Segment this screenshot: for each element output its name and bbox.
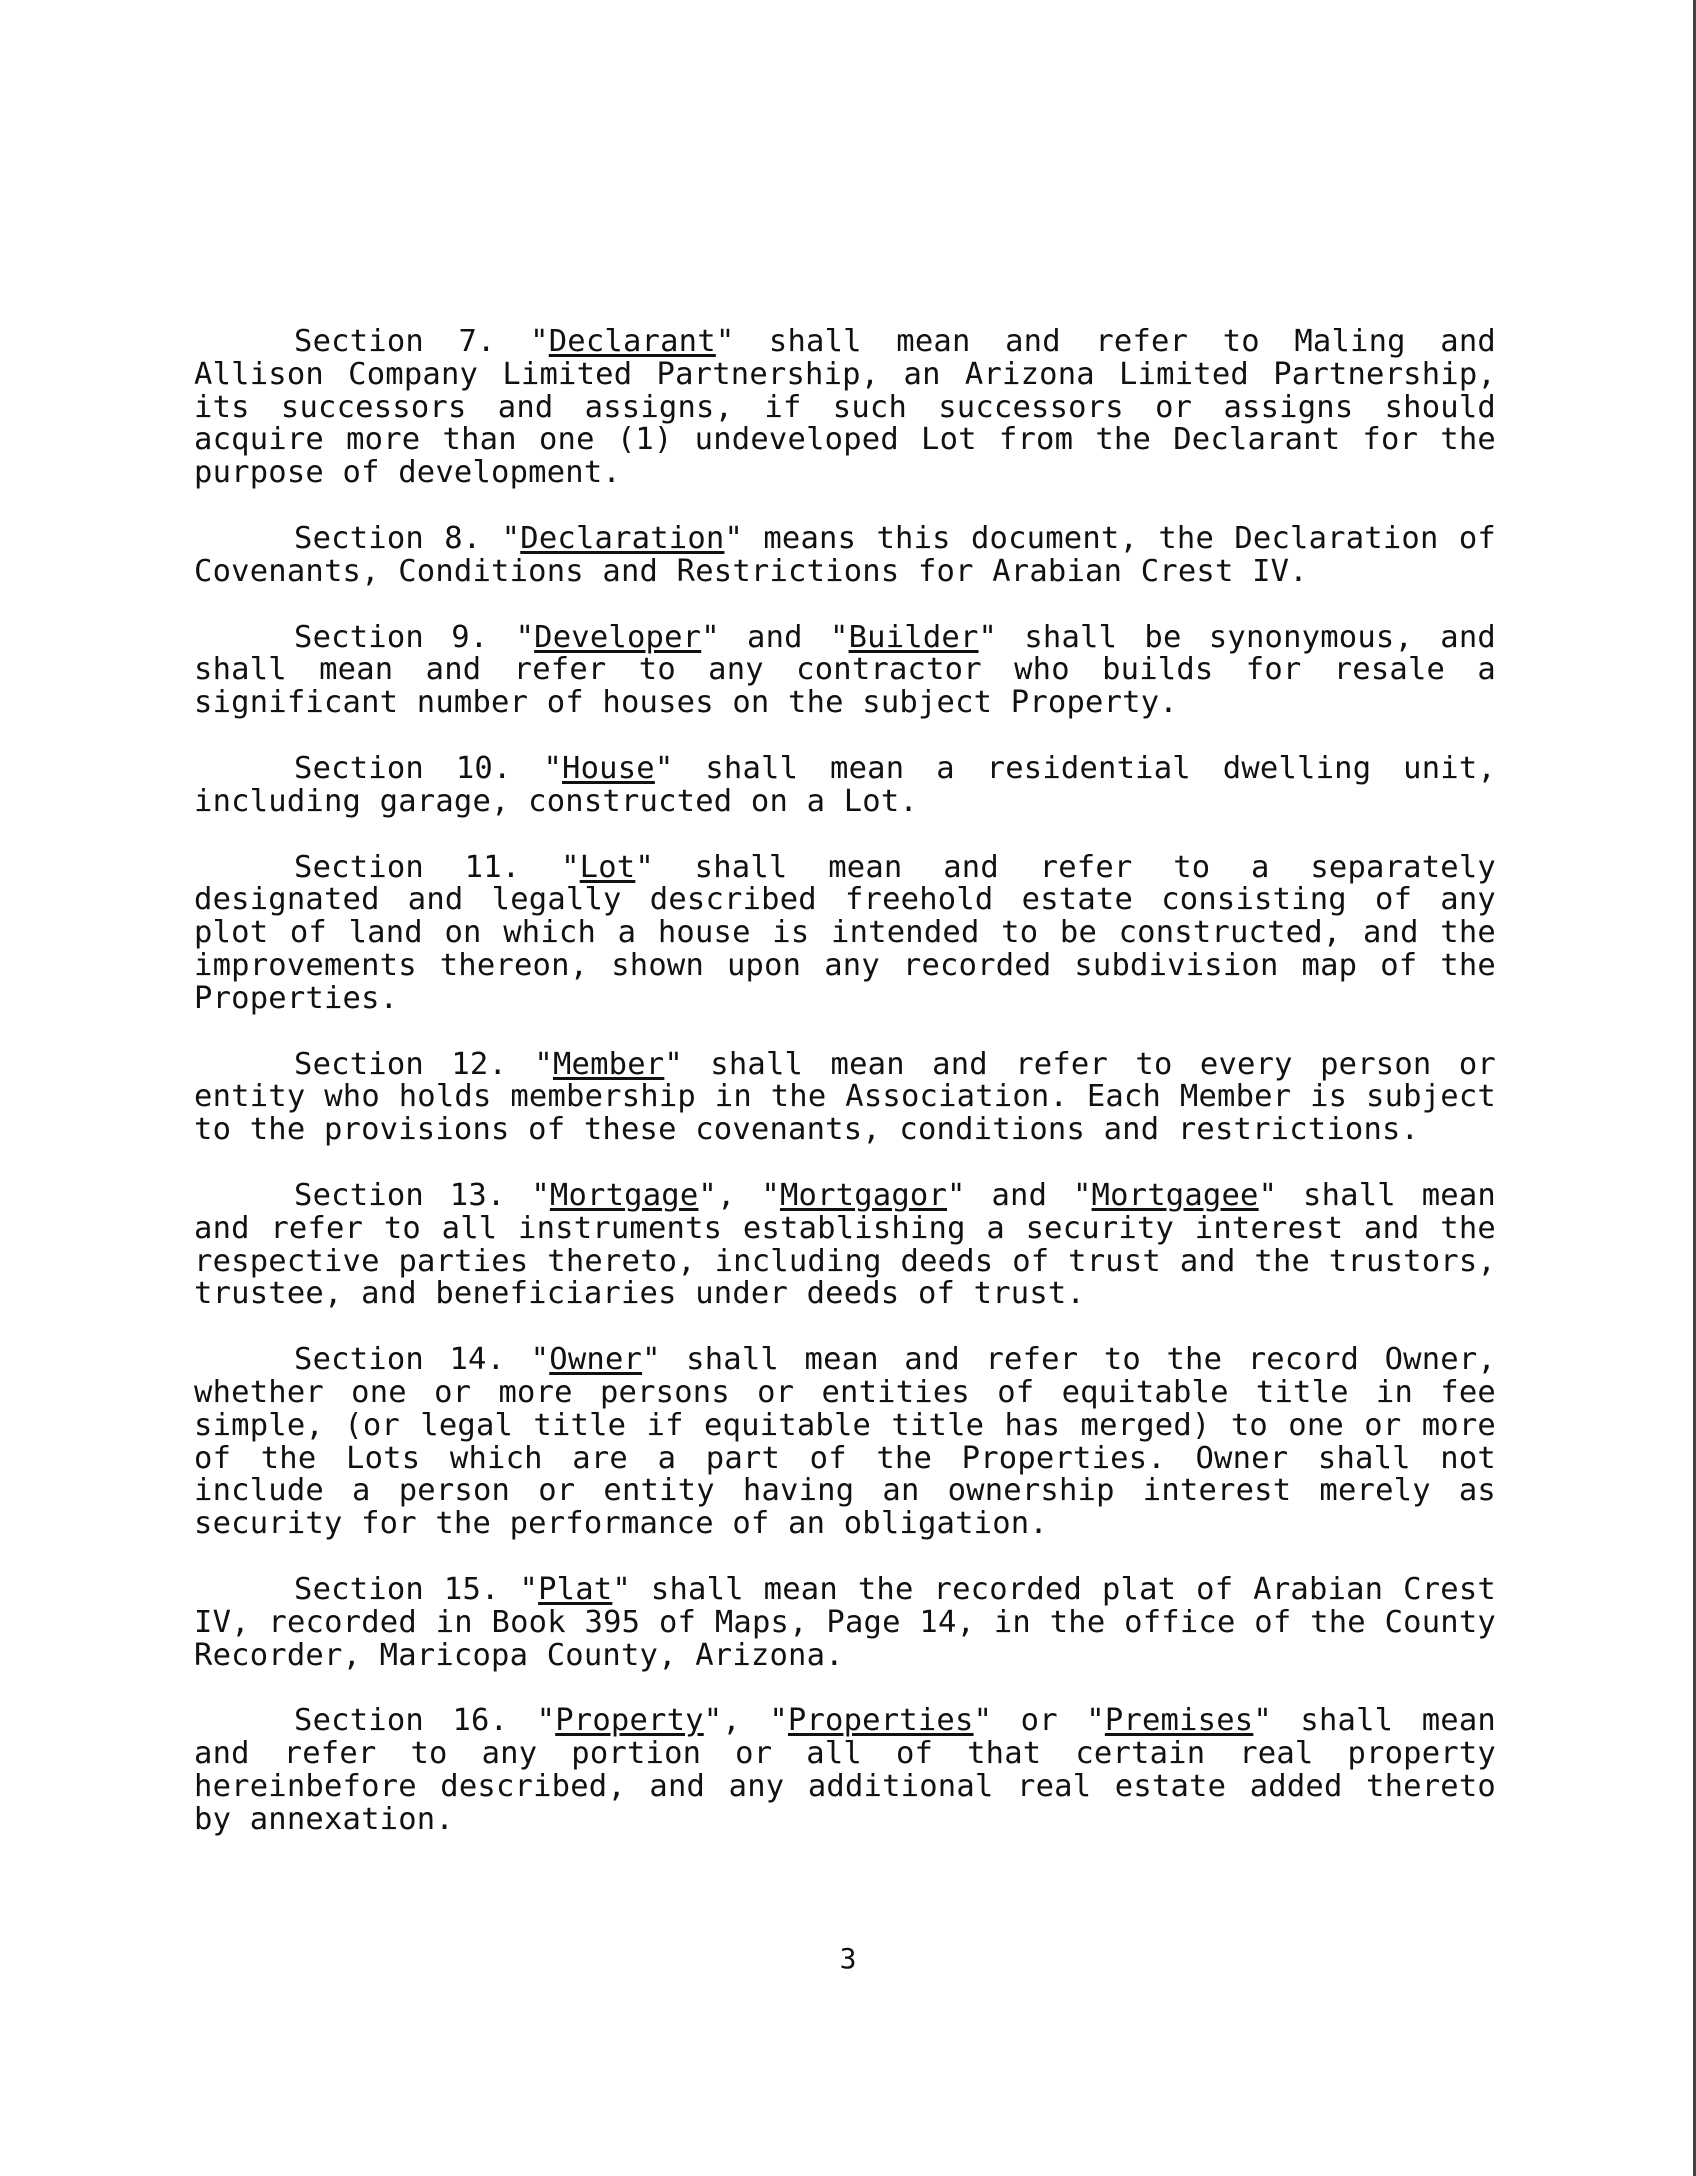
- section-paragraph: [194, 326, 1496, 490]
- section-text: Section 11. ": [294, 849, 580, 885]
- defined-term: Mortgage: [549, 1177, 699, 1213]
- section-text: " and ": [947, 1177, 1092, 1213]
- defined-term: Member: [552, 1046, 665, 1082]
- section-paragraph: [194, 849, 1496, 1016]
- section-text: " shall be synonymous, and shall mean and refer to any contractor who builds for resale a significant number of houses on the subject Property.: [194, 619, 1496, 721]
- section-text: " shall mean and refer to all instruments establishing a security interest and the respective parties thereto, including deeds of trust and the trustors, trustee, and beneficiaries under deeds of trust.: [194, 1177, 1496, 1312]
- section-text: " shall mean and refer to the record Owner, whether one or more persons or entities of equitable title in fee simple, (or legal title if equitable title has merged) to one or more of the Lots which are a part of the Properties. Owner shall not include a person or entity having an ownership interest merely as security for the performance of an obligation.: [194, 1342, 1496, 1542]
- section-text: Section 16. ": [294, 1703, 556, 1739]
- section-text: " shall mean and refer to every person or entity who holds membership in the Association. Each Member is subject to the provisions of these covenants, conditions and restrictions.: [194, 1046, 1496, 1148]
- section-text: " shall mean the recorded plat of Arabian Crest IV, recorded in Book 395 of Maps, Page 14, in the office of the County Recorder, Maricopa County, Arizona.: [194, 1571, 1496, 1673]
- defined-term: Declarant: [548, 324, 716, 359]
- section-text: Section 8. ": [294, 520, 521, 556]
- defined-term: Premises: [1104, 1703, 1254, 1739]
- section-paragraph: [194, 1571, 1496, 1673]
- defined-term: Owner: [549, 1342, 643, 1378]
- defined-term: Properties: [787, 1703, 974, 1739]
- defined-term: Property: [555, 1703, 704, 1739]
- defined-term: Mortgagee: [1091, 1177, 1259, 1213]
- section-text: Section 12. ": [294, 1046, 553, 1082]
- section-text: ", ": [698, 1177, 780, 1213]
- section-text: Section 14. ": [294, 1342, 550, 1378]
- section-paragraph: [194, 1177, 1496, 1312]
- section-text: " and ": [701, 619, 849, 655]
- section-text: " shall mean and refer to Maling and Allison Company Limited Partnership, an Arizona Limited Partnership, its successors and assigns, if such successors or assigns should acquire more than one (1) undeveloped Lot from the Declarant for the purpose of development.: [194, 324, 1496, 491]
- section-paragraph: [194, 520, 1496, 589]
- section-text: " shall mean a residential dwelling unit, including garage, constructed on a Lot.: [194, 750, 1496, 819]
- page-number: 3: [839, 1942, 857, 1975]
- section-text: " shall mean and refer to a separately designated and legally described freehold estate consisting of any plot of land on which a house is intended to be constructed, and the improvements thereon, shown upon any recorded subdivision map of the Properties.: [194, 849, 1496, 1016]
- defined-term: Developer: [534, 619, 702, 655]
- defined-term: House: [562, 750, 655, 786]
- section-paragraph: [194, 619, 1496, 721]
- section-text: " means this document, the Declaration of Covenants, Conditions and Restrictions for Arabian Crest IV.: [194, 520, 1496, 589]
- section-text: " shall mean and refer to any portion or all of that certain real property hereinbefore described, and any additional real estate added thereto by annexation.: [194, 1703, 1496, 1837]
- section-text: Section 10. ": [294, 750, 563, 786]
- section-text: Section 15. ": [294, 1571, 539, 1607]
- section-text: Section 7. ": [294, 324, 549, 359]
- section-paragraph: [194, 1705, 1496, 1836]
- defined-term: Mortgagor: [779, 1177, 948, 1213]
- section-text: Section 13. ": [294, 1177, 550, 1213]
- section-paragraph: [194, 750, 1496, 819]
- section-text: ", ": [703, 1703, 788, 1739]
- defined-term: Plat: [538, 1571, 613, 1607]
- section-text: Section 9. ": [294, 619, 535, 655]
- defined-term: Declaration: [520, 520, 725, 556]
- section-paragraph: [194, 1344, 1496, 1541]
- document-body: [194, 326, 1496, 1869]
- defined-term: Lot: [579, 849, 636, 885]
- defined-term: Builder: [848, 619, 979, 655]
- section-paragraph: [194, 1046, 1496, 1148]
- section-text: " or ": [973, 1703, 1105, 1739]
